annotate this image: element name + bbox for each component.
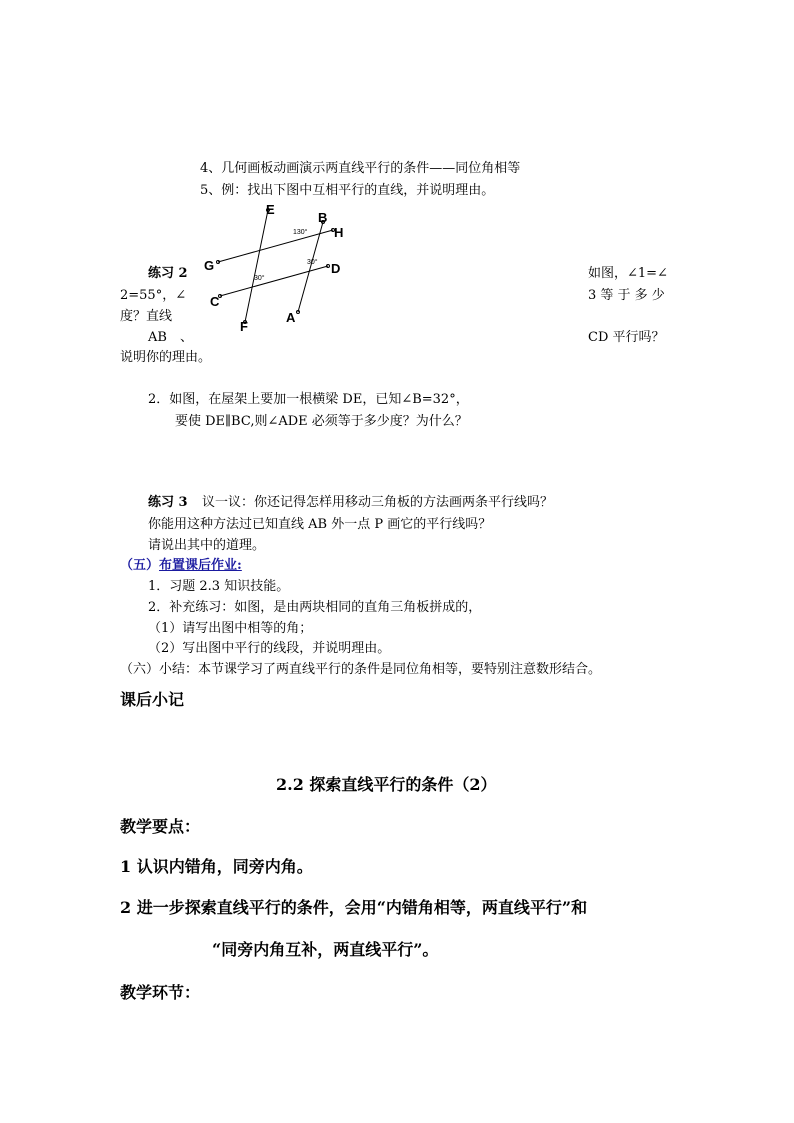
homework-item-2-2: （2）写出图中平行的线段，并说明理由。: [148, 641, 391, 656]
angle-30-left: 30°: [254, 275, 265, 282]
label-h: H: [334, 225, 344, 240]
question-2-line-2: 要使 DE∥BC,则∠ADE 必须等于多少度？为什么？: [175, 414, 468, 429]
exercise-2-ab: AB 、: [148, 330, 193, 345]
exercise-3-line-3: 请说出其中的道理。: [148, 538, 266, 553]
exercise-2-label: 练习 2: [148, 266, 188, 281]
label-d: D: [331, 261, 341, 276]
label-a: A: [286, 310, 296, 325]
exercise-2-right-1: 如图，∠1=∠: [588, 266, 668, 281]
item-4: 4、几何画板动画演示两直线平行的条件——同位角相等: [200, 161, 521, 176]
homework-item-2: 2．补充练习：如图，是由两块相同的直角三角板拼成的，: [148, 600, 482, 615]
homework-item-2-1: （1）请写出图中相等的角；: [148, 621, 313, 636]
parallel-lines-figure: [200, 200, 360, 340]
summary: （六）小结：本节课学习了两直线平行的条件是同位角相等，要特别注意数形结合。: [120, 662, 602, 677]
exercise-2-left-2: 2=55°，∠: [120, 288, 187, 303]
key-point-1: 1 认识内错角，同旁内角。: [120, 857, 313, 876]
line-gh: [218, 230, 333, 262]
question-2-line-1: 2．如图，在屋架上要加一根横梁 DE，已知∠B=32°，: [148, 392, 469, 407]
label-f: F: [240, 319, 248, 334]
section-title: 2.2 探索直线平行的条件（2）: [276, 775, 497, 794]
exercise-2-right-2: 3 等 于 多 少: [588, 288, 665, 303]
exercise-3-line-1: 议一议：你还记得怎样用移动三角板的方法画两条平行线吗？: [202, 495, 554, 510]
line-ef: [245, 210, 268, 322]
homework-item-1: 1．习题 2.3 知识技能。: [148, 579, 290, 594]
line-cd: [220, 266, 328, 296]
angle-130: 130°: [293, 229, 308, 236]
item-5: 5、例：找出下图中互相平行的直线，并说明理由。: [200, 183, 495, 198]
exercise-2-cd: CD 平行吗？: [588, 330, 665, 345]
homework-prefix: （五）: [120, 558, 160, 573]
exercise-3-label: 练习 3: [148, 495, 188, 510]
label-c: C: [210, 294, 220, 309]
exercise-3-line-2: 你能用这种方法过已知直线 AB 外一点 P 画它的平行线吗？: [148, 517, 492, 532]
homework-heading: [120, 558, 242, 574]
homework-title: 布置课后作业:: [159, 558, 242, 573]
after-class-notes: 课后小记: [120, 690, 185, 709]
key-points-heading: 教学要点：: [120, 817, 201, 836]
label-g: G: [204, 258, 215, 273]
teaching-steps-heading: 教学环节：: [120, 983, 201, 1002]
exercise-2-left-3: 度？直线: [120, 309, 173, 324]
angle-30-right: 30°: [307, 259, 318, 266]
exercise-2-reason: 说明你的理由。: [120, 350, 212, 365]
label-e: E: [266, 202, 275, 217]
key-point-2-continued: “同旁内角互补，两直线平行”。: [212, 940, 439, 959]
label-b: B: [318, 210, 328, 225]
key-point-2: 2 进一步探索直线平行的条件，会用“内错角相等，两直线平行”和: [120, 898, 588, 917]
